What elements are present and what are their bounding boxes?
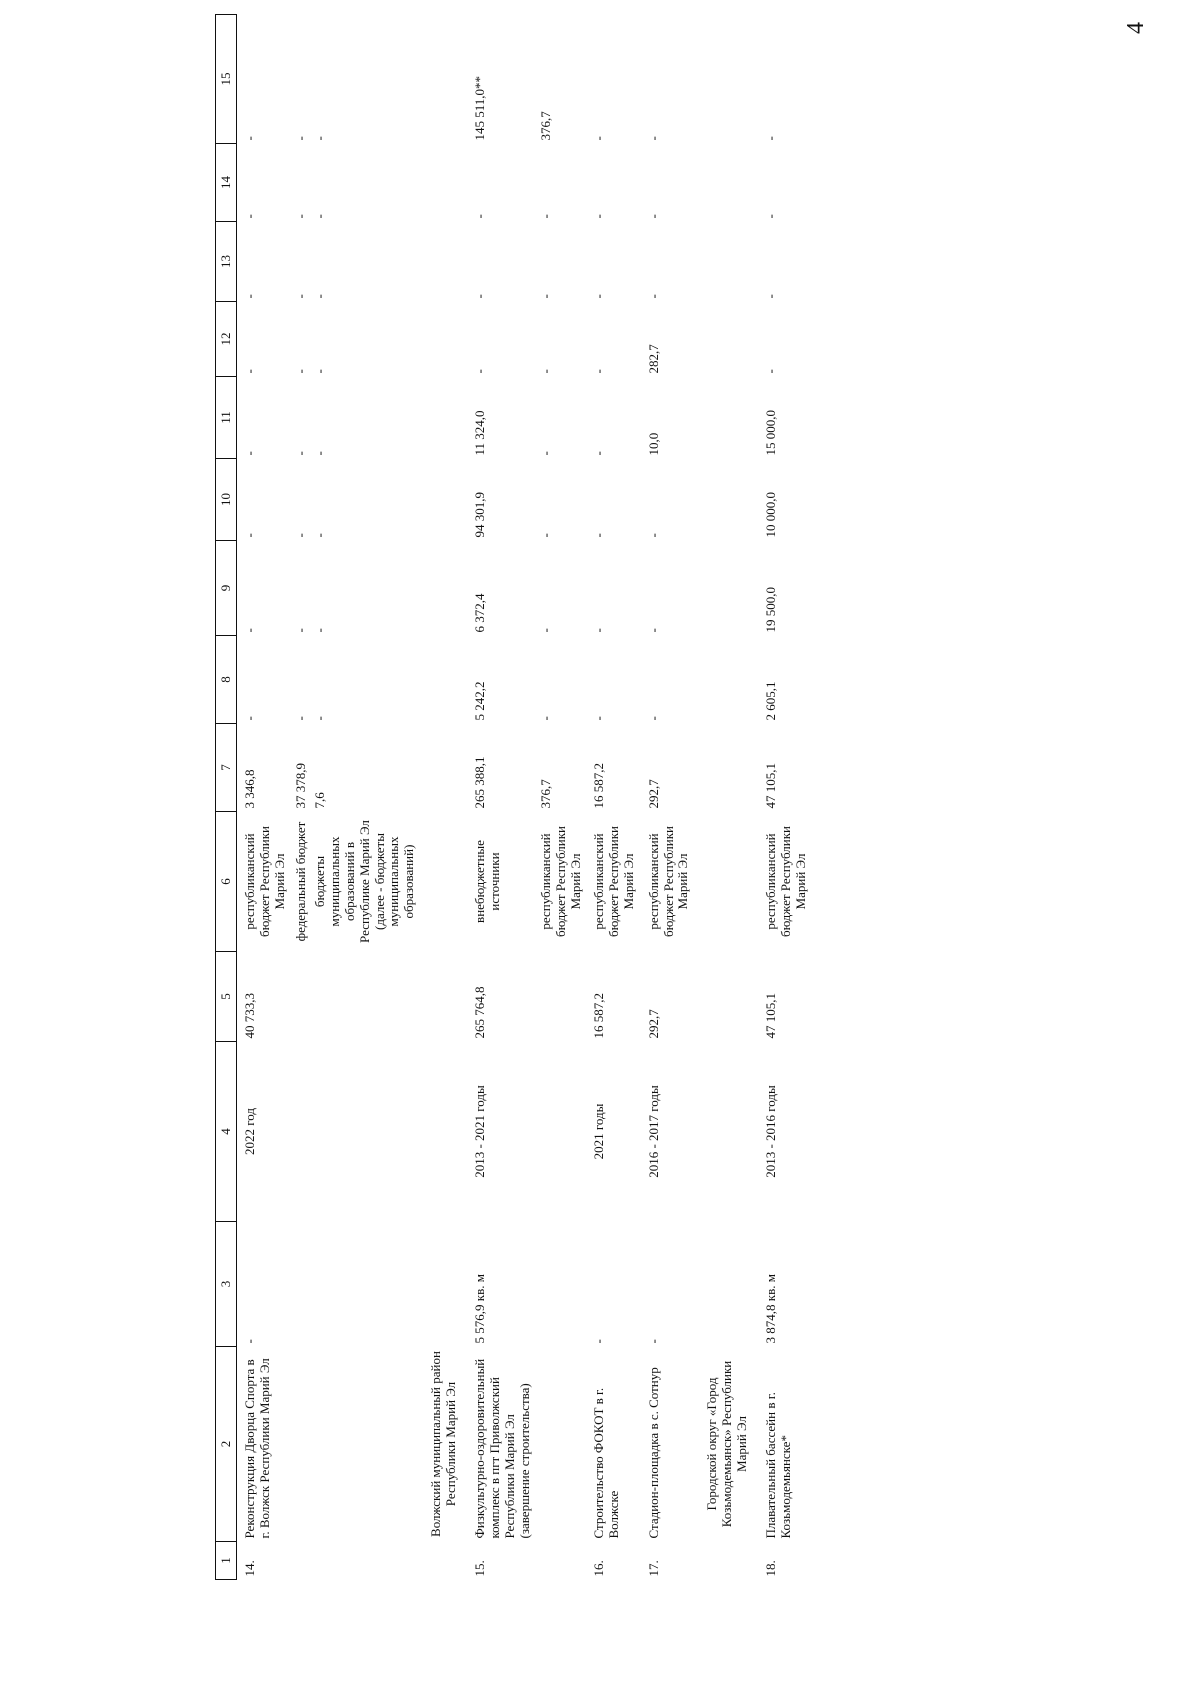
amount-cell: - <box>645 533 661 538</box>
header-cell: 11 <box>216 377 237 459</box>
total-cost-cell: 292,7 <box>645 1009 661 1039</box>
amount-cell: - <box>645 716 661 721</box>
amount-cell: - <box>311 214 327 219</box>
header-cell: 10 <box>216 459 237 541</box>
amount-cell: 10,0 <box>645 432 661 456</box>
amount-cell: 3 346,8 <box>242 769 257 809</box>
column-number-header <box>216 15 237 1580</box>
amount-cell: 265 388,1 <box>472 756 488 809</box>
amount-cell: - <box>242 369 257 374</box>
amount-cell: 10 000,0 <box>763 492 779 538</box>
header-cell: 9 <box>216 541 237 636</box>
amount-cell: - <box>242 716 257 721</box>
header-cell: 1 <box>216 1542 237 1580</box>
header-cell: 2 <box>216 1347 237 1542</box>
amount-cell: - <box>763 294 779 299</box>
amount-cell: - <box>292 451 308 456</box>
amount-cell: - <box>590 214 606 219</box>
header-cell: 8 <box>216 636 237 724</box>
amount-cell: - <box>645 294 661 299</box>
amount-cell: - <box>311 451 327 456</box>
amount-cell: - <box>763 136 779 141</box>
table-row <box>586 15 641 1580</box>
amount-cell: - <box>537 628 553 633</box>
amount-cell: - <box>537 214 553 219</box>
row-number: 15. <box>472 1560 488 1577</box>
funding-source-row <box>292 15 311 1580</box>
funding-source: бюджеты муниципальных образований в Республике Марий Эл (далее - бюджеты муниципальных образований) <box>311 820 417 943</box>
header-cell: 12 <box>216 302 237 377</box>
amount-cell: 5 242,2 <box>472 681 488 721</box>
amount-cell: - <box>242 136 257 141</box>
amount-cell: 15 000,0 <box>763 410 779 456</box>
object-name: Физкультурно-оздоровительный комплекс в пгт Приволжский Республики Марий Эл (завершение строительства) <box>472 1358 532 1539</box>
amount-cell: 282,7 <box>645 344 661 374</box>
row-number: 18. <box>763 1560 779 1577</box>
amount-cell: - <box>645 628 661 633</box>
page-number: 4 <box>1123 22 1149 34</box>
amount-cell: 2 605,1 <box>763 681 779 721</box>
amount-cell: - <box>590 294 606 299</box>
period-cell: 2021 годы <box>590 1103 606 1160</box>
table-body <box>237 15 814 1580</box>
table-row <box>237 15 292 1580</box>
header-cell: 13 <box>216 222 237 302</box>
amount-cell: - <box>311 628 327 633</box>
amount-cell: - <box>292 533 308 538</box>
amount-cell: - <box>590 628 606 633</box>
period-cell: 2016 - 2017 годы <box>645 1085 661 1178</box>
amount-cell: - <box>292 214 308 219</box>
amount-cell: - <box>242 294 257 299</box>
section-title: Городской округ «Город Козьмодемьянск» Республики Марий Эл <box>704 1360 750 1528</box>
total-cost-cell: 47 105,1 <box>763 993 779 1039</box>
empty-cell <box>695 15 758 1347</box>
empty-cell <box>695 1542 758 1580</box>
amount-cell: 94 301,9 <box>472 492 488 538</box>
amount-cell: 11 324,0 <box>472 410 488 456</box>
period-cell: 2013 - 2016 годы <box>763 1085 779 1178</box>
capacity-cell: 3 874,8 кв. м <box>763 1274 779 1344</box>
header-cell: 15 <box>216 15 237 144</box>
funding-source: республиканский бюджет Республики Марий Эл <box>645 826 691 938</box>
header-cell: 7 <box>216 724 237 812</box>
total-cost-cell: 16 587,2 <box>590 993 606 1039</box>
program-table <box>215 14 813 1580</box>
amount-cell: - <box>472 214 488 219</box>
object-name: Реконструкция Дворца Спорта в г. Волжск Республики Марий Эл <box>242 1358 272 1539</box>
amount-cell: - <box>590 716 606 721</box>
header-cell: 6 <box>216 812 237 952</box>
empty-cell <box>419 15 467 1347</box>
object-name: Плавательный бассейн в г. Козьмодемьянске* <box>763 1392 794 1539</box>
amount-cell: - <box>242 533 257 538</box>
header-cell: 4 <box>216 1042 237 1222</box>
amount-cell: - <box>763 369 779 374</box>
amount-cell: - <box>537 369 553 374</box>
table-row <box>641 15 696 1580</box>
object-name: Стадион-площадка в с. Сотнур <box>645 1367 661 1539</box>
amount-cell: - <box>292 628 308 633</box>
funding-source: республиканский бюджет Республики Марий Эл <box>590 826 636 938</box>
amount-cell: - <box>242 628 257 633</box>
total-cost-cell: 265 764,8 <box>472 986 488 1039</box>
funding-source-row <box>537 15 586 1580</box>
amount-cell: 37 378,9 <box>292 763 308 809</box>
capacity-cell: - <box>590 1339 606 1344</box>
funding-source: республиканский бюджет Республики Марий Эл <box>763 826 809 938</box>
amount-cell: - <box>590 451 606 456</box>
empty-cell <box>311 952 420 1580</box>
amount-cell: - <box>292 369 308 374</box>
capacity-cell: - <box>242 1339 257 1344</box>
funding-source-row <box>311 15 420 1580</box>
row-number: 17. <box>645 1560 661 1577</box>
amount-cell: - <box>537 533 553 538</box>
amount-cell: - <box>311 716 327 721</box>
amount-cell: - <box>537 716 553 721</box>
amount-cell: - <box>292 294 308 299</box>
amount-cell: 16 587,2 <box>590 763 606 809</box>
amount-cell: - <box>472 294 488 299</box>
amount-cell: - <box>242 214 257 219</box>
object-name: Строительство ФОКОТ в г. Волжске <box>590 1387 621 1539</box>
amount-cell: - <box>311 294 327 299</box>
amount-cell: - <box>590 533 606 538</box>
amount-cell: - <box>242 451 257 456</box>
table-row <box>758 15 813 1580</box>
amount-cell: - <box>645 136 661 141</box>
amount-cell: - <box>311 136 327 141</box>
amount-cell: 145 511,0** <box>472 75 488 141</box>
section-title: Волжский муниципальный район Республики Марий Эл <box>428 1351 459 1537</box>
period-cell: 2022 год <box>242 1108 257 1155</box>
empty-cell <box>292 952 311 1580</box>
empty-cell <box>419 1542 467 1580</box>
amount-cell: 376,7 <box>537 779 553 809</box>
funding-source: федеральный бюджет <box>292 821 308 942</box>
total-cost-cell: 40 733,3 <box>242 993 257 1039</box>
header-cell: 14 <box>216 144 237 222</box>
funding-source: республиканский бюджет Республики Марий Эл <box>537 826 583 938</box>
amount-cell: - <box>590 369 606 374</box>
amount-cell: - <box>311 533 327 538</box>
row-number: 14. <box>242 1560 257 1577</box>
capacity-cell: 5 576,9 кв. м <box>472 1274 488 1344</box>
funding-source: республиканский бюджет Республики Марий Эл <box>242 826 287 938</box>
row-number: 16. <box>590 1560 606 1577</box>
amount-cell: - <box>590 136 606 141</box>
amount-cell: 376,7 <box>537 111 553 141</box>
header-cell: 3 <box>216 1222 237 1347</box>
amount-cell: - <box>537 451 553 456</box>
amount-cell: - <box>537 294 553 299</box>
amount-cell: 292,7 <box>645 779 661 809</box>
section-row <box>695 15 758 1580</box>
period-cell: 2013 - 2021 годы <box>472 1085 488 1178</box>
amount-cell: - <box>292 136 308 141</box>
empty-cell <box>537 952 586 1580</box>
amount-cell: 47 105,1 <box>763 763 779 809</box>
amount-cell: - <box>292 716 308 721</box>
rotated-table-container <box>215 35 975 1580</box>
table-row <box>467 15 537 1580</box>
capacity-cell: - <box>645 1339 661 1344</box>
amount-cell: 6 372,4 <box>472 593 488 633</box>
amount-cell: - <box>311 369 327 374</box>
section-row <box>419 15 467 1580</box>
amount-cell: - <box>763 214 779 219</box>
header-cell: 5 <box>216 952 237 1042</box>
amount-cell: 7,6 <box>311 792 327 809</box>
amount-cell: - <box>472 369 488 374</box>
amount-cell: 19 500,0 <box>763 587 779 633</box>
funding-source: внебюджетные источники <box>472 840 503 923</box>
amount-cell: - <box>645 214 661 219</box>
